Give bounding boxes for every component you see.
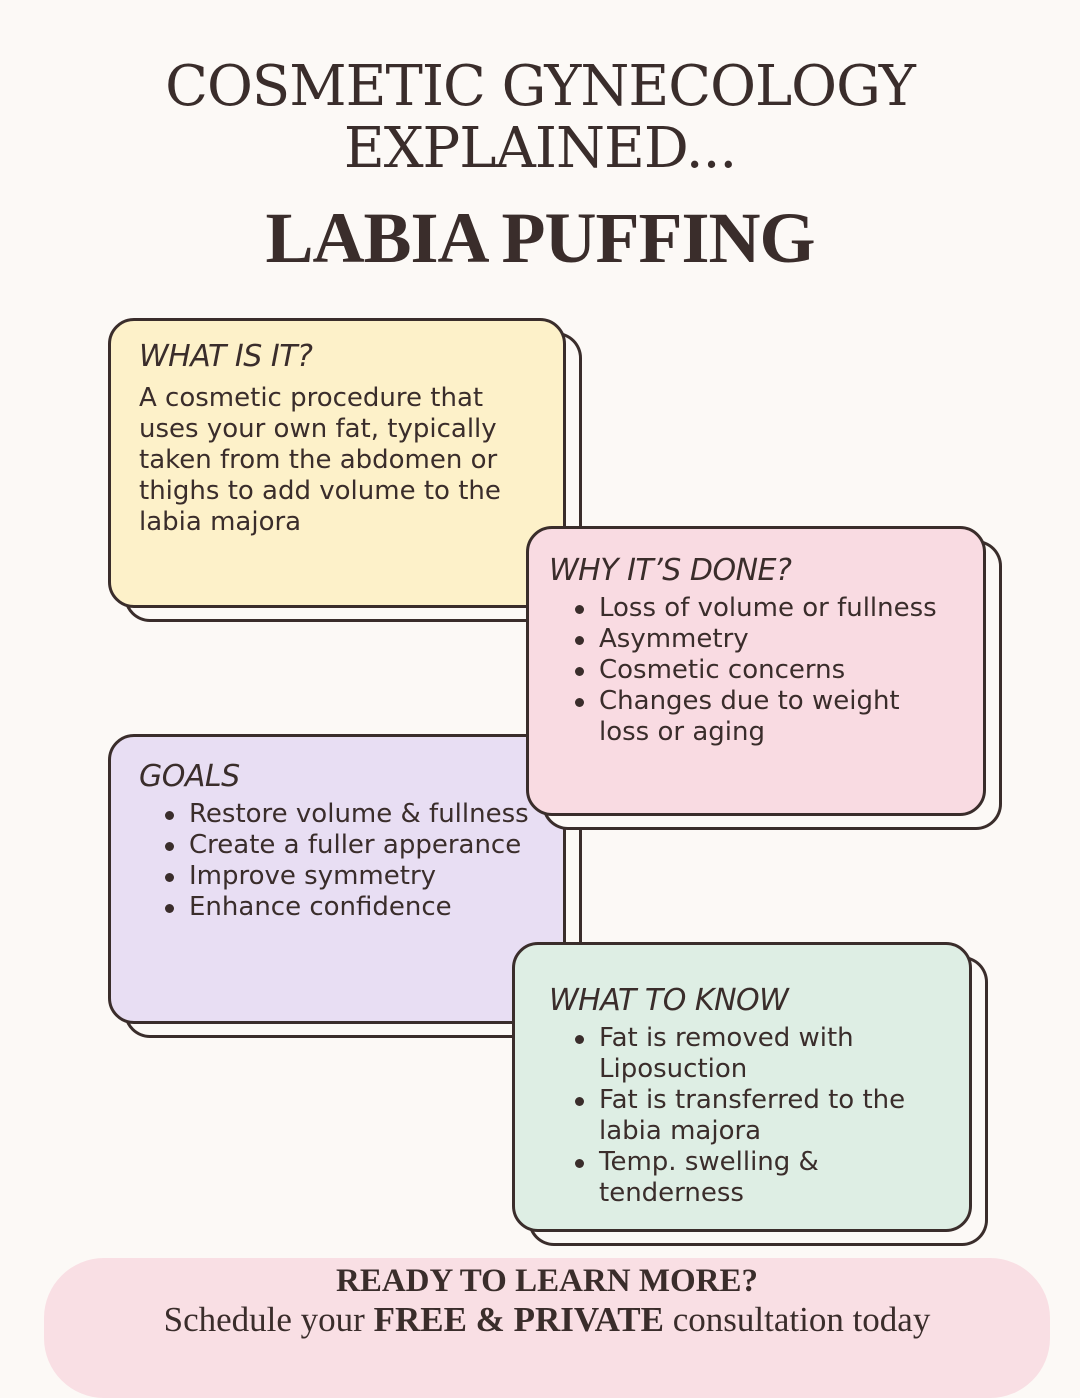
list-item-text: Loss of volume or fullness: [599, 593, 937, 623]
bullet-icon: [165, 842, 174, 851]
card-goals: [108, 734, 566, 1024]
list-item: [139, 861, 537, 892]
cta-title: READY TO LEARN MORE?: [335, 1263, 759, 1299]
list-item: [549, 1147, 943, 1209]
list-item-text: Create a fuller apperance: [189, 830, 522, 860]
card-heading: GOALS: [139, 759, 240, 794]
list-item-text: Asymmetry: [599, 624, 749, 654]
bullet-icon: [165, 811, 174, 820]
card-heading: WHAT IS IT?: [139, 339, 313, 374]
list-item-text: Improve symmetry: [189, 861, 437, 891]
list-item-text: Enhance confidence: [189, 892, 452, 922]
topic-title: LABIA PUFFING: [265, 198, 815, 278]
list-item-text: Changes due to weight loss or aging: [599, 686, 900, 747]
facts-list: [549, 1023, 943, 1209]
list-item: [549, 624, 957, 655]
card-body: A cosmetic procedure that uses your own fat, typically taken from the abdomen or thighs to add volume to the labia majora: [139, 383, 501, 537]
bullet-icon: [575, 1035, 584, 1044]
bullet-icon: [165, 904, 174, 913]
cta-banner: [44, 1258, 1050, 1398]
cta-line: [44, 1300, 1050, 1340]
list-item: [549, 593, 957, 624]
bullet-icon: [575, 1097, 584, 1106]
card-heading: WHAT TO KNOW: [549, 983, 789, 1018]
list-item: [139, 830, 537, 861]
bullet-icon: [575, 1159, 584, 1168]
bullet-icon: [165, 873, 174, 882]
cta-highlight: FREE & PRIVATE: [373, 1300, 664, 1339]
list-item-text: Fat is removed with Liposuction: [599, 1023, 854, 1084]
goals-list: [139, 799, 537, 923]
cta-text-before: Schedule your: [163, 1300, 374, 1339]
bullet-icon: [575, 605, 584, 614]
list-item-text: Fat is transferred to the labia majora: [599, 1085, 906, 1146]
series-title-line-1: COSMETIC GYNECOLOGY: [165, 54, 915, 119]
header: [0, 56, 1080, 276]
list-item-text: Restore volume & fullness: [189, 799, 529, 829]
bullet-icon: [575, 636, 584, 645]
cta-text-after: consultation today: [664, 1300, 931, 1339]
list-item: [549, 686, 957, 748]
card-what-is-it: [108, 318, 566, 608]
list-item: [549, 1085, 943, 1147]
card-heading: WHY IT’S DONE?: [549, 553, 792, 588]
series-title: [0, 56, 1080, 180]
list-item: [139, 799, 537, 830]
list-item: [549, 1023, 943, 1085]
list-item: [139, 892, 537, 923]
bullet-icon: [575, 698, 584, 707]
list-item-text: Cosmetic concerns: [599, 655, 846, 685]
list-item-text: Temp. swelling & tenderness: [599, 1147, 819, 1208]
card-why-its-done: [526, 526, 986, 816]
reasons-list: [549, 593, 957, 748]
card-what-to-know: [512, 942, 972, 1232]
list-item: [549, 655, 957, 686]
bullet-icon: [575, 667, 584, 676]
series-title-line-2: EXPLAINED...: [343, 116, 737, 181]
